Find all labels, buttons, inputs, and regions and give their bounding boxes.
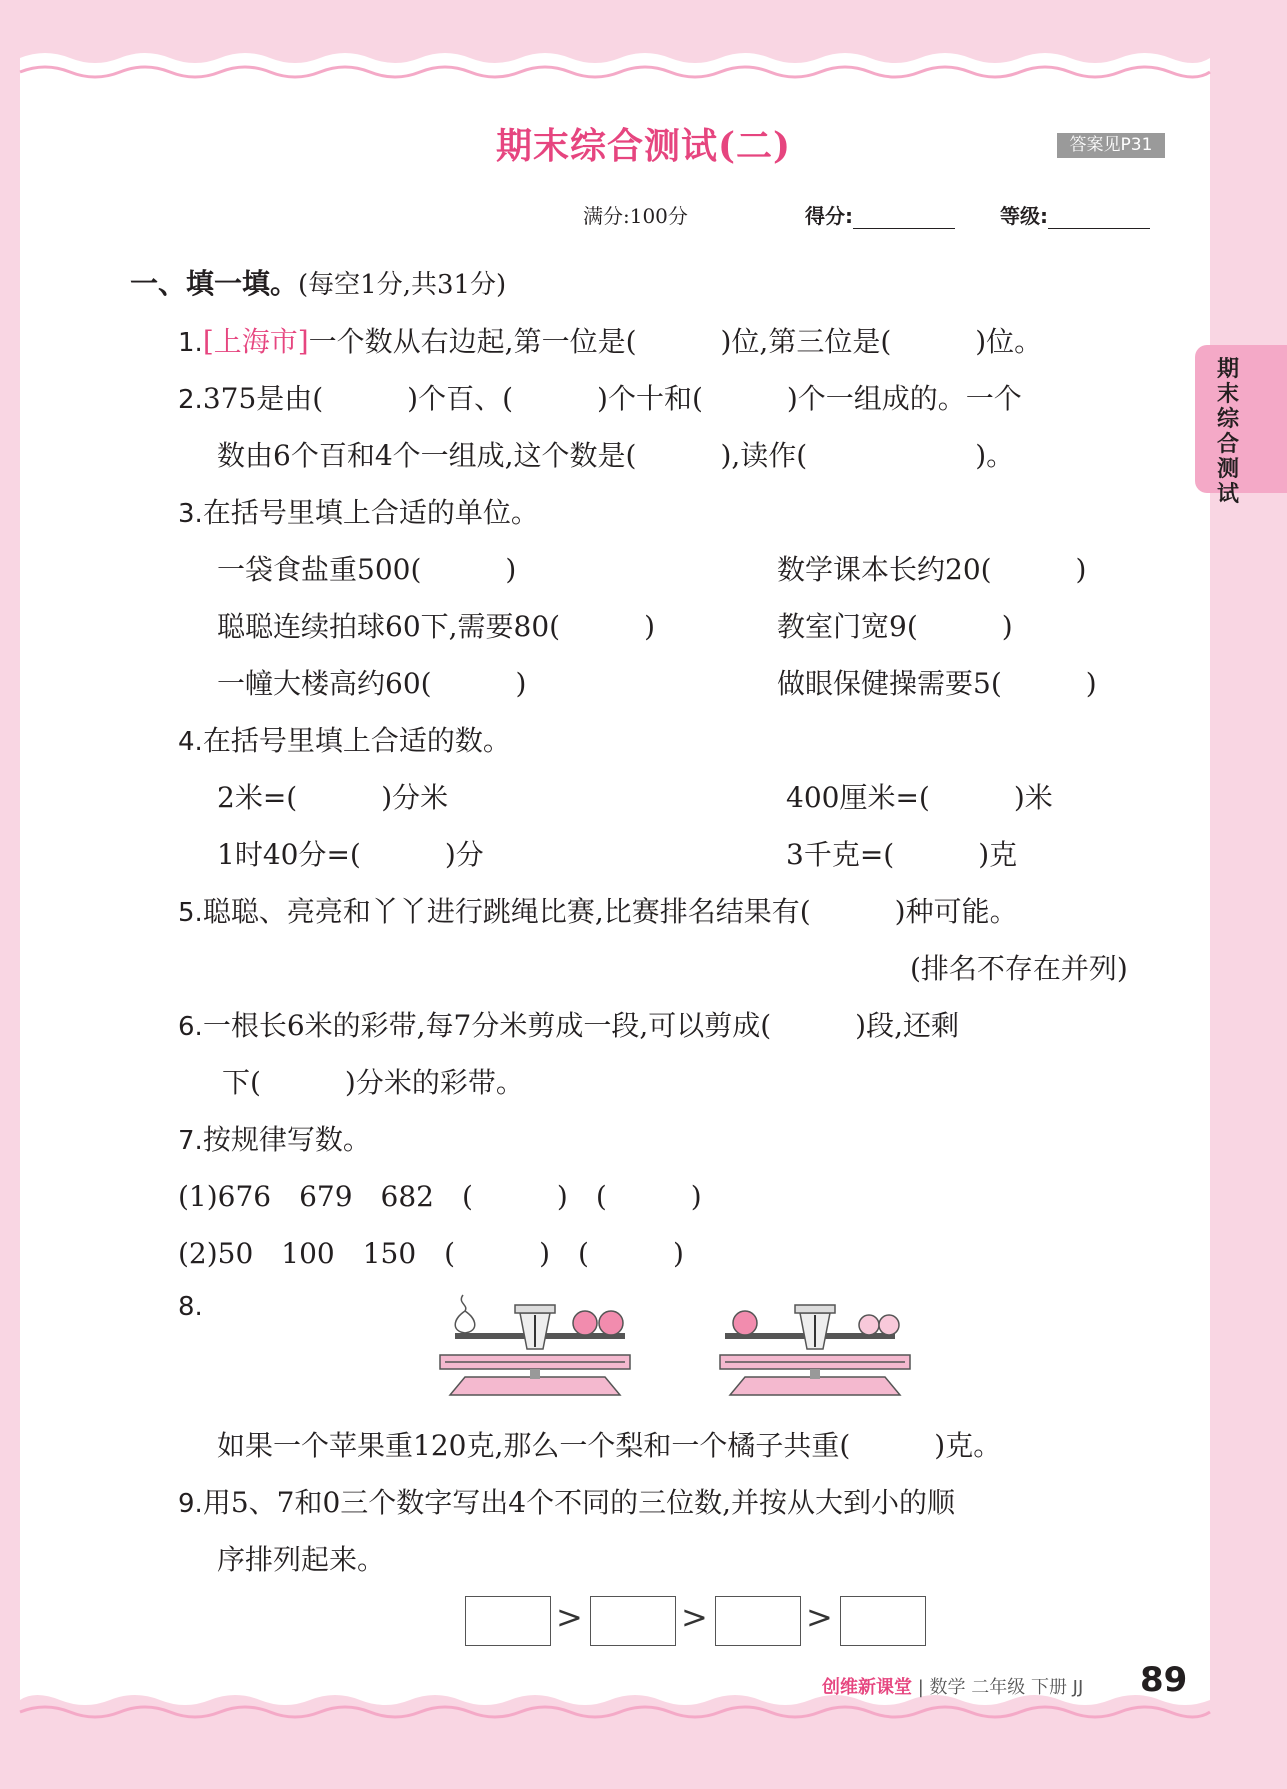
unit-item: 做眼保健操需要5( ): [777, 667, 1097, 700]
question-text: 一个数从右边起,第一位是( )位,第三位是( )位。: [308, 325, 1043, 358]
full-score: 满分:100分: [583, 204, 688, 228]
question-9: [178, 1481, 955, 1521]
question-1: [178, 320, 1042, 360]
question-6: [178, 1004, 959, 1044]
region-tag: [上海市]: [202, 325, 309, 358]
question-2-line-2: 数由6个百和4个一组成,这个数是( ),读作( )。: [217, 439, 1015, 472]
sequence-row-2: (2)50 100 150 ( ) ( ): [178, 1237, 684, 1270]
answer-box[interactable]: [590, 1596, 676, 1646]
question-text: 一根长6米的彩带,每7分米剪成一段,可以剪成( )段,还剩: [202, 1009, 959, 1042]
pear-icon: [455, 1295, 475, 1333]
question-number: 5.: [178, 898, 203, 928]
question-text: 375是由( )个百、( )个十和( )个一组成的。一个: [202, 382, 1022, 415]
question-8-text: 如果一个苹果重120克,那么一个梨和一个橘子共重( )克。: [217, 1429, 1002, 1462]
conversion-item: 1时40分=( )分: [217, 838, 484, 871]
question-number: 1.: [178, 328, 203, 358]
answer-box[interactable]: [465, 1596, 551, 1646]
question-text: 按规律写数。: [202, 1123, 371, 1156]
question-7: [178, 1118, 371, 1158]
score-field: [805, 200, 955, 229]
side-tab-label: 期末综合测试: [1216, 357, 1239, 507]
page-number: 89: [1140, 1660, 1188, 1700]
apple-icon: [599, 1311, 623, 1335]
grade-blank[interactable]: [1048, 206, 1150, 229]
conversion-item: 2米=( )分米: [217, 781, 449, 814]
question-number: 2.: [178, 385, 203, 415]
conversion-item: 3千克=( )克: [786, 838, 1018, 871]
question-number: 9.: [178, 1489, 203, 1519]
question-4: [178, 719, 511, 759]
unit-item: 一幢大楼高约60( ): [217, 667, 527, 700]
question-9-line-2: 序排列起来。: [217, 1543, 386, 1576]
question-5-note: (排名不存在并列): [910, 952, 1128, 985]
apple-icon: [733, 1311, 757, 1335]
question-number: 8.: [178, 1292, 203, 1322]
balance-scale-2-illustration: [715, 1285, 915, 1405]
balance-scale-1-illustration: [435, 1285, 635, 1405]
brand-name: 创维新课堂: [822, 1677, 912, 1698]
orange-icon: [859, 1315, 879, 1335]
unit-item: 聪聪连续拍球60下,需要80( ): [217, 610, 656, 643]
conversion-item: 400厘米=( )米: [786, 781, 1053, 814]
orange-icon: [879, 1315, 899, 1335]
question-number: 4.: [178, 727, 203, 757]
question-number: 7.: [178, 1126, 203, 1156]
unit-item: 数学课本长约20( ): [777, 553, 1087, 586]
question-5: [178, 890, 1018, 930]
question-number: 3.: [178, 499, 203, 529]
answer-box[interactable]: [840, 1596, 926, 1646]
greater-than-sign: >: [681, 1598, 708, 1636]
grade-field: [1000, 200, 1150, 229]
page-title: 期末综合测试(二): [495, 125, 792, 167]
unit-item: 教室门宽9( ): [777, 610, 1013, 643]
answer-reference-badge: 答案见P31: [1057, 133, 1165, 158]
section-title: 一、填一填。: [130, 267, 299, 300]
book-info: 数学 二年级 下册 JJ: [929, 1677, 1084, 1698]
question-text: 聪聪、亮亮和丫丫进行跳绳比赛,比赛排名结果有( )种可能。: [202, 895, 1018, 928]
question-6-line-2: 下( )分米的彩带。: [222, 1066, 524, 1099]
greater-than-sign: >: [556, 1598, 583, 1636]
question-number: 6.: [178, 1012, 203, 1042]
apple-icon: [573, 1311, 597, 1335]
greater-than-sign: >: [806, 1598, 833, 1636]
side-tab: [1195, 345, 1287, 507]
section-1-heading: [130, 262, 506, 302]
unit-item: 一袋食盐重500( ): [217, 553, 517, 586]
sequence-row-1: (1)676 679 682 ( ) ( ): [178, 1180, 702, 1213]
question-3: [178, 491, 539, 531]
footer-brand: 创维新课堂 | 数学 二年级 下册 JJ: [822, 1677, 1084, 1698]
score-blank[interactable]: [853, 206, 955, 229]
question-text: 在括号里填上合适的单位。: [202, 496, 539, 529]
question-text: 在括号里填上合适的数。: [202, 724, 511, 757]
question-8: [178, 1289, 203, 1322]
answer-box[interactable]: [715, 1596, 801, 1646]
score-label: 得分:: [805, 204, 853, 228]
section-note: (每空1分,共31分): [298, 270, 507, 300]
question-text: 用5、7和0三个数字写出4个不同的三位数,并按从大到小的顺: [202, 1486, 955, 1519]
question-2: [178, 377, 1022, 417]
grade-label: 等级:: [1000, 204, 1048, 228]
